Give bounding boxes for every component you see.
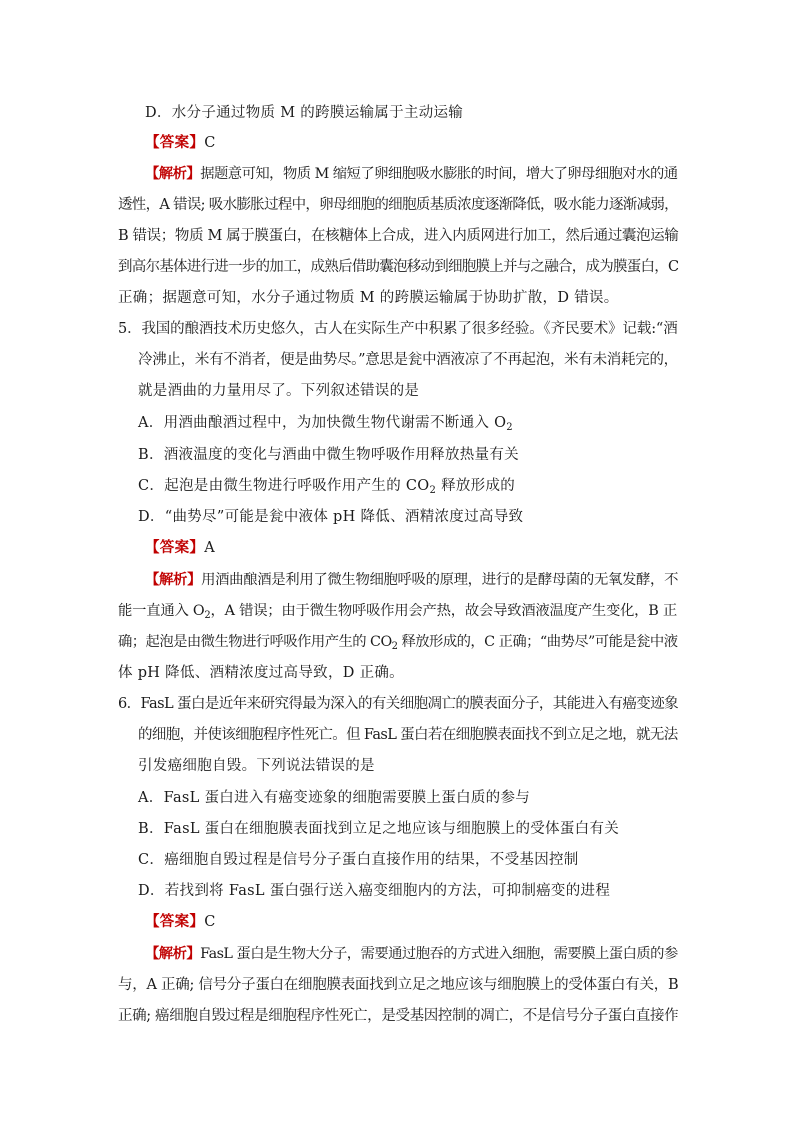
- analysis-text-end: ，A 错误；由于微生物呼吸作用会产热，故会导致酒液温度产生变化，B 正: [210, 603, 678, 619]
- q5-option-a: [138, 414, 513, 432]
- q6-stem-line-3: 引发癌细胞自毁。下列说法错误的是: [138, 758, 375, 774]
- q6-answer: [145, 913, 216, 931]
- answer-value: A: [204, 540, 215, 556]
- analysis-text: 确；起泡是由微生物进行呼吸作用产生的 CO: [118, 634, 392, 650]
- q5-answer: [145, 539, 215, 557]
- analysis-label: 【解析】: [145, 166, 201, 182]
- analysis-text: 用酒曲酿酒是利用了微生物细胞呼吸的原理，进行的是酵母菌的无氧发酵，不: [201, 572, 679, 588]
- analysis-text: FasL 蛋白是生物大分子，需要通过胞吞的方式进入细胞，需要膜上蛋白质的参: [200, 946, 678, 962]
- q6-analysis-line-3: 正确; 癌细胞自毁过程是细胞程序性死亡，是受基因控制的凋亡，不是信号分子蛋白直接作: [118, 1008, 679, 1024]
- q6-stem-line-1: 6．FasL 蛋白是近年来研究得最为深入的有关细胞凋亡的膜表面分子，其能进入有癌变迹象: [118, 696, 679, 712]
- subscript: 2: [506, 422, 513, 433]
- q5-stem-line-3: 就是酒曲的力量用尽了。下列叙述错误的是: [138, 383, 420, 399]
- analysis-text: 能一直通入 O: [118, 603, 205, 619]
- q6-option-c: C．癌细胞自毁过程是信号分子蛋白直接作用的结果，不受基因控制: [138, 852, 579, 868]
- q5-option-d: D．“曲势尽”可能是瓮中液体 pH 降低、酒精浓度过高导致: [138, 509, 524, 525]
- q6-option-b: B．FasL 蛋白在细胞膜表面找到立足之地应该与细胞膜上的受体蛋白有关: [138, 821, 620, 837]
- q6-stem-line-2: 的细胞，并使该细胞程序性死亡。但 FasL 蛋白若在细胞膜表面找不到立足之地，就无法: [138, 727, 678, 743]
- q4-analysis-line-1: [145, 165, 678, 183]
- subscript: 2: [204, 610, 211, 621]
- answer-value: C: [204, 914, 216, 930]
- answer-value: C: [204, 135, 216, 151]
- q5-stem-line-1: 5．我国的酿酒技术历史悠久，古人在实际生产中积累了很多经验。《齐民要术》记载:“酒: [118, 321, 678, 337]
- answer-label: 【答案】: [145, 134, 205, 151]
- q5-stem-line-2: 冷沸止，米有不消者，便是曲势尽。”意思是瓮中酒液凉了不再起泡，米有未消耗完的，: [138, 352, 678, 368]
- q4-analysis-line-3: B 错误；物质 M 属于膜蛋白，在核糖体上合成，进入内质网进行加工，然后通过囊泡运输: [118, 228, 679, 244]
- q5-option-b: B．酒液温度的变化与酒曲中微生物呼吸作用释放热量有关: [138, 447, 519, 463]
- analysis-label: 【解析】: [145, 572, 202, 588]
- q5-option-a-text: A．用酒曲酿酒过程中，为加快微生物代谢需不断通入 O: [138, 415, 507, 431]
- q5-option-c-text: C．起泡是由微生物进行呼吸作用产生的 CO: [138, 478, 430, 494]
- q4-analysis-line-4: 到高尔基体进行进一步的加工，成熟后借助囊泡移动到细胞膜上并与之融合，成为膜蛋白，C: [118, 259, 679, 275]
- answer-label: 【答案】: [145, 913, 205, 930]
- q5-analysis-line-2: [118, 602, 677, 620]
- q4-answer: [145, 134, 216, 152]
- q6-option-a: A．FasL 蛋白进入有癌变迹象的细胞需要膜上蛋白质的参与: [138, 790, 531, 806]
- answer-label: 【答案】: [145, 539, 205, 556]
- q6-analysis-line-2: 与，A 正确; 信号分子蛋白在细胞膜表面找到立足之地应该与细胞膜上的受体蛋白有关，B: [118, 977, 679, 993]
- subscript: 2: [429, 485, 437, 496]
- q5-analysis-line-4: 体 pH 降低、酒精浓度过高导致，D 正确。: [118, 665, 404, 681]
- q5-option-c-text-end: 释放形成的: [436, 478, 516, 494]
- q5-option-c: [138, 477, 515, 495]
- subscript: 2: [391, 641, 398, 652]
- analysis-label: 【解析】: [145, 946, 201, 962]
- q6-option-d: D．若找到将 FasL 蛋白强行送入癌变细胞内的方法，可抑制癌变的进程: [138, 883, 611, 899]
- q4-analysis-line-2: 透性，A 错误; 吸水膨胀过程中，卵母细胞的细胞质基质浓度逐渐降低，吸水能力逐渐减弱，: [118, 197, 678, 213]
- analysis-text-end: 释放形成的，C 正确；“曲势尽”可能是瓮中液: [397, 634, 678, 650]
- q5-analysis-line-3: [118, 633, 678, 651]
- q6-analysis-line-1: [145, 945, 678, 963]
- q5-analysis-line-1: [145, 571, 678, 589]
- q4-analysis-line-5: 正确；据题意可知，水分子通过物质 M 的跨膜运输属于协助扩散，D 错误。: [118, 290, 619, 306]
- analysis-text: 据题意可知，物质 M 缩短了卵细胞吸水膨胀的时间，增大了卵母细胞对水的通: [200, 166, 678, 182]
- q4-option-d: D．水分子通过物质 M 的跨膜运输属于主动运输: [145, 105, 464, 121]
